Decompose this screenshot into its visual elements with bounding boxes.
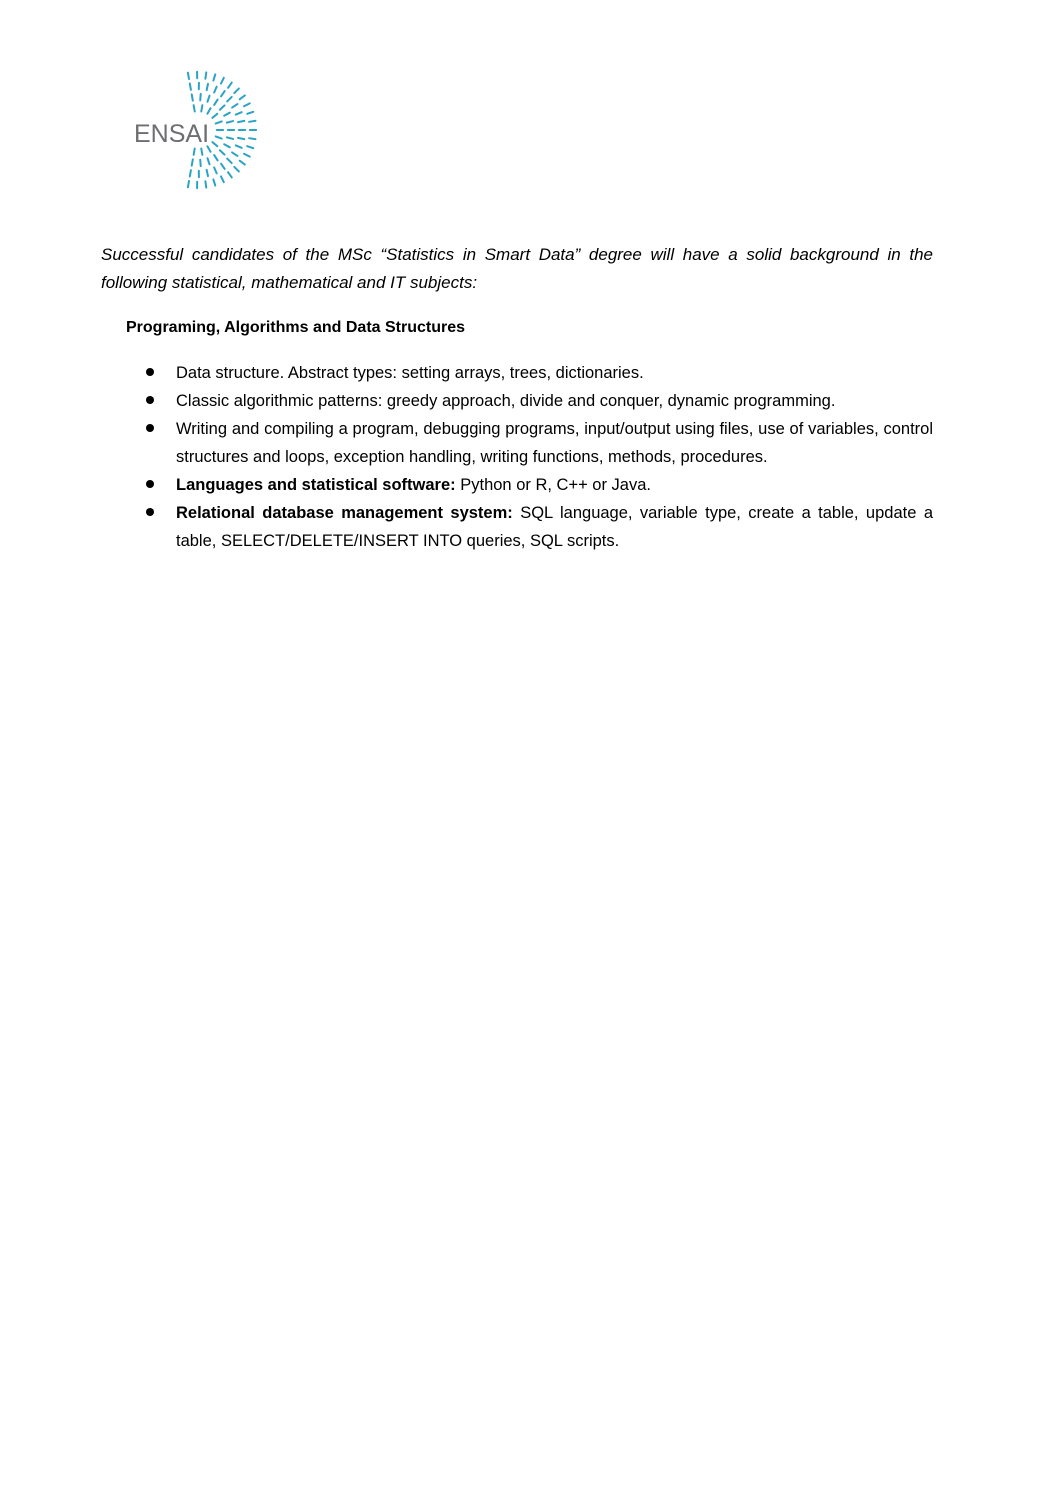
- list-item: [146, 387, 933, 415]
- logo-dash: [244, 154, 250, 157]
- item-text: Data structure. Abstract types: setting arrays, trees, dictionaries.: [176, 364, 644, 382]
- logo-dash: [201, 105, 202, 111]
- intro-paragraph: Successful candidates of the MSc “Statistics in Smart Data” degree will have a solid background in the following statistical, mathematical and IT subjects:: [101, 245, 933, 292]
- list-item: [146, 359, 933, 387]
- logo-dash: [192, 159, 193, 165]
- item-text: Classic algorithmic patterns: greedy approach, divide and conquer, dynamic programming.: [176, 392, 836, 410]
- logo-dash: [214, 87, 217, 93]
- bullet-icon: [146, 396, 154, 404]
- logo-dash: [249, 121, 255, 122]
- bullet-icon: [146, 424, 154, 432]
- logo-dash: [227, 97, 232, 101]
- list-item: [146, 499, 933, 555]
- logo-dash: [192, 94, 193, 100]
- logo-dash: [227, 159, 232, 163]
- logo-dash: [188, 181, 189, 187]
- logo-dash: [220, 105, 225, 109]
- logo-dash: [224, 113, 230, 116]
- logo-dash: [207, 108, 210, 114]
- logo-dash: [221, 164, 225, 169]
- logo-dash: [212, 142, 217, 146]
- list-item: [146, 415, 933, 471]
- item-text: SQL language, variable type, create a table, update a table, SELECT/DELETE/INSERT INTO queries, SQL scripts.: [176, 504, 933, 550]
- logo-dash: [240, 95, 245, 99]
- logo-dash: [227, 121, 233, 123]
- bullet-icon: [146, 508, 154, 516]
- logo-dash: [214, 100, 217, 105]
- ensai-logo-mark: [130, 68, 260, 193]
- bullet-icon: [146, 480, 154, 488]
- bullet-icon: [146, 368, 154, 376]
- item-lead: Languages and statistical software:: [176, 476, 456, 494]
- logo-dash: [232, 152, 237, 156]
- logo-dash: [224, 144, 230, 147]
- logo-text: ENSAI: [134, 120, 210, 148]
- logo-dash: [213, 179, 215, 185]
- logo-dash: [228, 172, 232, 177]
- logo-dash: [216, 136, 222, 138]
- logo-dash: [240, 161, 245, 165]
- logo-dash: [221, 176, 224, 182]
- logo-dash: [216, 121, 222, 123]
- logo-dash: [238, 121, 244, 122]
- logo-dash: [228, 83, 232, 88]
- logo-dash: [194, 105, 195, 111]
- logo-dash: [214, 155, 217, 160]
- logo-dash: [190, 84, 191, 90]
- logo-dash: [234, 167, 238, 172]
- ensai-logo: [130, 68, 260, 193]
- logo-dash: [221, 91, 225, 96]
- logo-dash: [207, 158, 209, 164]
- logo-dash: [214, 167, 217, 173]
- logo-dash: [201, 149, 202, 155]
- logo-dash: [221, 78, 224, 84]
- list-item: [146, 471, 933, 499]
- logo-dash: [238, 138, 244, 139]
- logo-dash: [227, 137, 233, 139]
- logo-dash: [190, 170, 191, 176]
- logo-dash: [205, 181, 206, 187]
- logo-dash: [244, 103, 250, 106]
- logo-dash: [205, 72, 206, 78]
- logo-dash: [207, 170, 208, 176]
- logo-dash: [236, 112, 242, 114]
- item-text: Python or R, C++ or Java.: [455, 476, 651, 494]
- logo-dash: [232, 104, 237, 108]
- logo-dash: [188, 73, 189, 79]
- logo-dash: [249, 138, 255, 139]
- logo-dash: [212, 114, 217, 118]
- item-text: Writing and compiling a program, debugging programs, input/output using files, use of variables, control structures and loops, exception handling, writing functions, methods, procedures.: [176, 420, 933, 466]
- logo-dash: [247, 146, 253, 148]
- logo-dash: [234, 89, 238, 94]
- logo-dash: [207, 96, 209, 102]
- logo-dash: [236, 145, 242, 147]
- logo-dash: [220, 150, 225, 154]
- logo-dash: [207, 84, 208, 90]
- logo-dash: [194, 149, 195, 155]
- logo-dash: [213, 74, 215, 80]
- logo-dash: [247, 112, 253, 114]
- item-lead: Relational database management system:: [176, 504, 513, 522]
- bullet-list: [146, 359, 933, 555]
- section-title: Programing, Algorithms and Data Structures: [126, 319, 466, 336]
